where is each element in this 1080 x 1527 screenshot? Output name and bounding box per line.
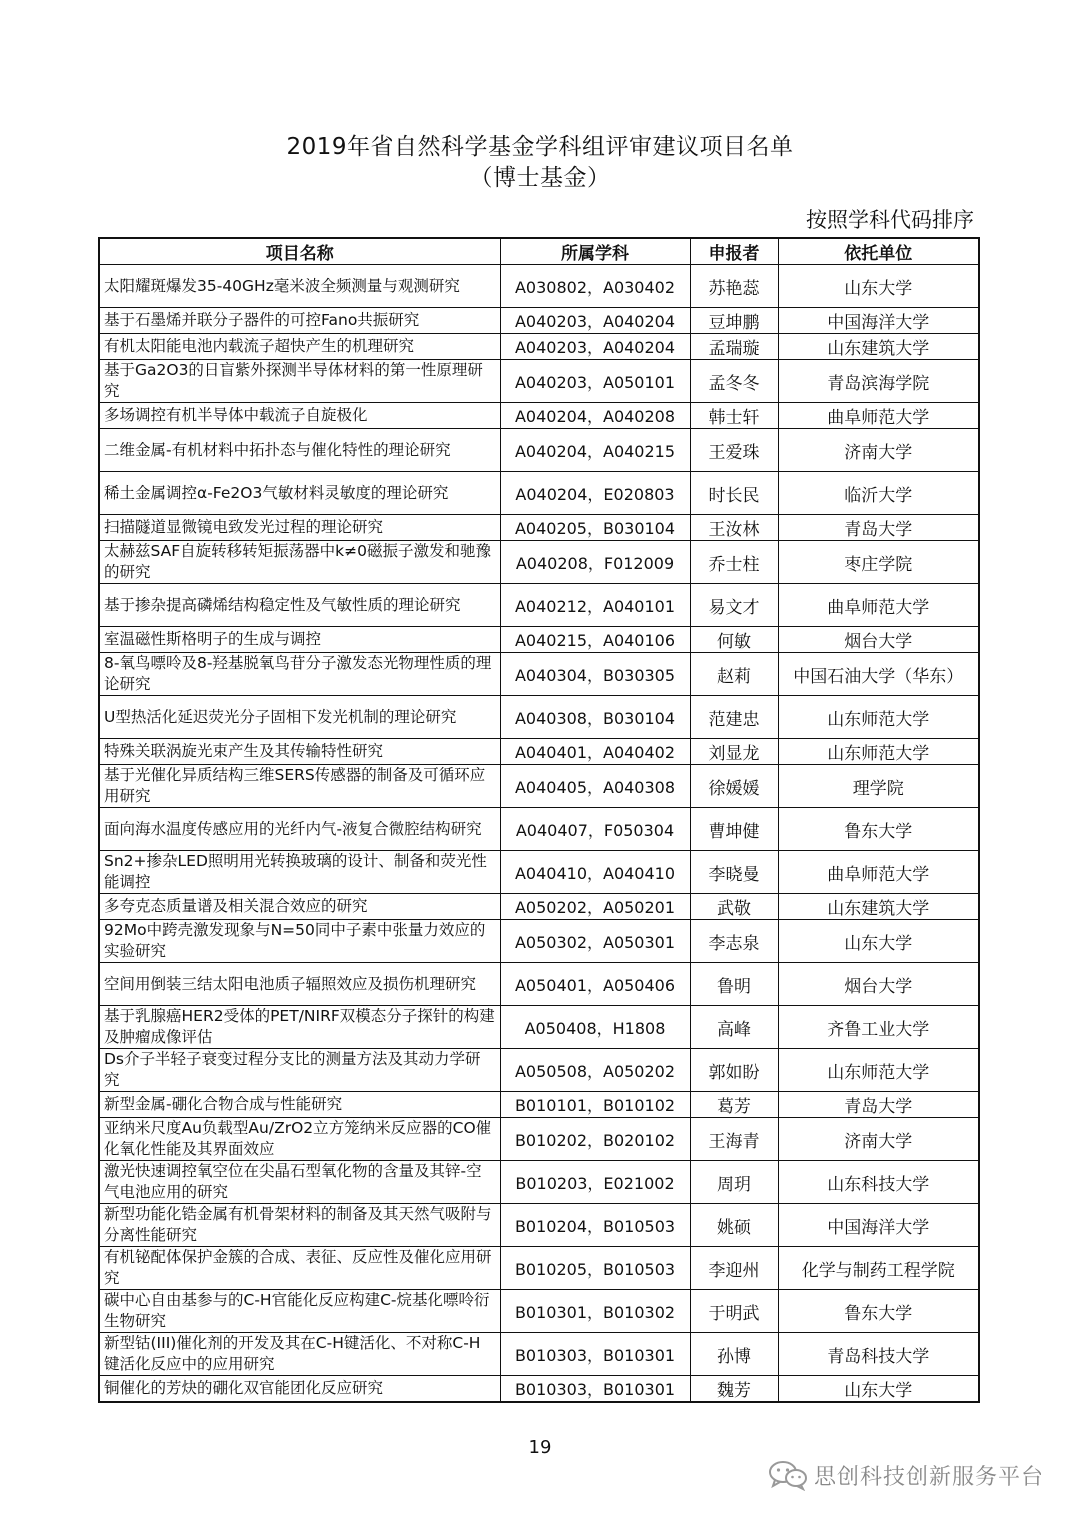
project-name-cell: 有机铋配体保护金簇的合成、表征、反应性及催化应用研究 xyxy=(99,1247,500,1290)
discipline-code-cell: A040407，F050304 xyxy=(500,808,690,851)
applicant-cell: 李志泉 xyxy=(690,920,778,963)
institution-cell: 鲁东大学 xyxy=(778,1290,979,1333)
project-name-cell: 多场调控有机半导体中载流子自旋极化 xyxy=(99,403,500,429)
project-name-cell: 基于石墨烯并联分子器件的可控Fano共振研究 xyxy=(99,308,500,334)
applicant-cell: 曹坤健 xyxy=(690,808,778,851)
institution-cell: 山东大学 xyxy=(778,920,979,963)
applicant-cell: 徐媛媛 xyxy=(690,765,778,808)
table-row xyxy=(99,696,979,739)
table-row xyxy=(99,360,979,403)
table-row xyxy=(99,1161,979,1204)
discipline-code-cell: A040204，A040208 xyxy=(500,403,690,429)
institution-cell: 曲阜师范大学 xyxy=(778,851,979,894)
table-row xyxy=(99,765,979,808)
project-name-cell: 扫描隧道显微镜电致发光过程的理论研究 xyxy=(99,515,500,541)
project-name-cell: 亚纳米尺度Au负载型Au/ZrO2立方笼纳米反应器的CO催化氧化性能及其界面效应 xyxy=(99,1118,500,1161)
project-name-cell: 铜催化的芳炔的硼化双官能团化反应研究 xyxy=(99,1376,500,1403)
table-row xyxy=(99,541,979,584)
discipline-code-cell: A040203，A050101 xyxy=(500,360,690,403)
applicant-cell: 郭如盼 xyxy=(690,1049,778,1092)
discipline-code-cell: A050408，H1808 xyxy=(500,1006,690,1049)
page-title: 2019年省自然科学基金学科组评审建议项目名单 xyxy=(286,134,794,160)
discipline-code-cell: A050302，A050301 xyxy=(500,920,690,963)
project-name-cell: 室温磁性斯格明子的生成与调控 xyxy=(99,627,500,653)
discipline-code-cell: A030802，A030402 xyxy=(500,265,690,308)
table-row xyxy=(99,515,979,541)
table-row xyxy=(99,653,979,696)
column-header-discipline: 所属学科 xyxy=(500,238,690,265)
project-name-cell: 8-氧鸟嘌呤及8-羟基脱氧鸟苷分子激发态光物理性质的理论研究 xyxy=(99,653,500,696)
discipline-code-cell: A040205，B030104 xyxy=(500,515,690,541)
applicant-cell: 何敏 xyxy=(690,627,778,653)
project-name-cell: 基于掺杂提高磷烯结构稳定性及气敏性质的理论研究 xyxy=(99,584,500,627)
table-row xyxy=(99,429,979,472)
discipline-code-cell: A040401，A040402 xyxy=(500,739,690,765)
table-header-row xyxy=(99,238,979,265)
institution-cell: 烟台大学 xyxy=(778,963,979,1006)
institution-cell: 齐鲁工业大学 xyxy=(778,1006,979,1049)
table-row xyxy=(99,851,979,894)
table-row xyxy=(99,1376,979,1403)
project-table xyxy=(98,237,980,1403)
table-row xyxy=(99,627,979,653)
project-name-cell: 碳中心自由基参与的C-H官能化反应构建C-烷基化嘌呤衍生物研究 xyxy=(99,1290,500,1333)
project-name-cell: 92Mo中跨壳激发现象与N=50同中子素中张量力效应的实验研究 xyxy=(99,920,500,963)
table-row xyxy=(99,963,979,1006)
institution-cell: 济南大学 xyxy=(778,1118,979,1161)
institution-cell: 曲阜师范大学 xyxy=(778,584,979,627)
table-row xyxy=(99,920,979,963)
institution-cell: 烟台大学 xyxy=(778,627,979,653)
applicant-cell: 周玥 xyxy=(690,1161,778,1204)
table-row xyxy=(99,1247,979,1290)
applicant-cell: 孟冬冬 xyxy=(690,360,778,403)
discipline-code-cell: A050508，A050202 xyxy=(500,1049,690,1092)
applicant-cell: 姚硕 xyxy=(690,1204,778,1247)
table-row xyxy=(99,334,979,360)
project-name-cell: 基于乳腺癌HER2受体的PET/NIRF双模态分子探针的构建及肿瘤成像评估 xyxy=(99,1006,500,1049)
project-name-cell: 有机太阳能电池内载流子超快产生的机理研究 xyxy=(99,334,500,360)
applicant-cell: 李迎州 xyxy=(690,1247,778,1290)
institution-cell: 山东大学 xyxy=(778,265,979,308)
table-row xyxy=(99,1204,979,1247)
institution-cell: 理学院 xyxy=(778,765,979,808)
discipline-code-cell: B010203，E021002 xyxy=(500,1161,690,1204)
project-name-cell: 基于光催化异质结构三维SERS传感器的制备及可循环应用研究 xyxy=(99,765,500,808)
table-row xyxy=(99,308,979,334)
institution-cell: 曲阜师范大学 xyxy=(778,403,979,429)
institution-cell: 化学与制药工程学院 xyxy=(778,1247,979,1290)
discipline-code-cell: B010303，B010301 xyxy=(500,1333,690,1376)
applicant-cell: 王海青 xyxy=(690,1118,778,1161)
project-name-cell: Ds介子半轻子衰变过程分支比的测量方法及其动力学研究 xyxy=(99,1049,500,1092)
project-name-cell: 新型金属-硼化合物合成与性能研究 xyxy=(99,1092,500,1118)
discipline-code-cell: A040212，A040101 xyxy=(500,584,690,627)
discipline-code-cell: B010101，B010102 xyxy=(500,1092,690,1118)
column-header-project-name: 项目名称 xyxy=(99,238,500,265)
table-row xyxy=(99,808,979,851)
table-row xyxy=(99,403,979,429)
applicant-cell: 高峰 xyxy=(690,1006,778,1049)
applicant-cell: 乔士柱 xyxy=(690,541,778,584)
table-row xyxy=(99,472,979,515)
institution-cell: 青岛滨海学院 xyxy=(778,360,979,403)
institution-cell: 山东师范大学 xyxy=(778,696,979,739)
table-row xyxy=(99,265,979,308)
column-header-institution: 依托单位 xyxy=(778,238,979,265)
project-name-cell: 特殊关联涡旋光束产生及其传输特性研究 xyxy=(99,739,500,765)
institution-cell: 山东师范大学 xyxy=(778,739,979,765)
institution-cell: 临沂大学 xyxy=(778,472,979,515)
institution-cell: 济南大学 xyxy=(778,429,979,472)
applicant-cell: 豆坤鹏 xyxy=(690,308,778,334)
applicant-cell: 孟瑞璇 xyxy=(690,334,778,360)
applicant-cell: 鲁明 xyxy=(690,963,778,1006)
applicant-cell: 于明武 xyxy=(690,1290,778,1333)
project-name-cell: Sn2+掺杂LED照明用光转换玻璃的设计、制备和荧光性能调控 xyxy=(99,851,500,894)
discipline-code-cell: B010202，B020102 xyxy=(500,1118,690,1161)
applicant-cell: 王汝林 xyxy=(690,515,778,541)
institution-cell: 鲁东大学 xyxy=(778,808,979,851)
discipline-code-cell: A040215，A040106 xyxy=(500,627,690,653)
discipline-code-cell: A040304，B030305 xyxy=(500,653,690,696)
table-row xyxy=(99,739,979,765)
institution-cell: 青岛大学 xyxy=(778,1092,979,1118)
table-row xyxy=(99,1092,979,1118)
institution-cell: 中国石油大学（华东） xyxy=(778,653,979,696)
applicant-cell: 李晓曼 xyxy=(690,851,778,894)
discipline-code-cell: A040410，A040410 xyxy=(500,851,690,894)
applicant-cell: 范建忠 xyxy=(690,696,778,739)
institution-cell: 山东建筑大学 xyxy=(778,894,979,920)
project-name-cell: 太赫兹SAF自旋转移转矩振荡器中k≠0磁振子激发和驰豫的研究 xyxy=(99,541,500,584)
applicant-cell: 易文才 xyxy=(690,584,778,627)
wechat-icon xyxy=(768,1459,808,1491)
table-row xyxy=(99,1118,979,1161)
applicant-cell: 韩士轩 xyxy=(690,403,778,429)
institution-cell: 中国海洋大学 xyxy=(778,308,979,334)
institution-cell: 山东科技大学 xyxy=(778,1161,979,1204)
table-row xyxy=(99,1290,979,1333)
discipline-code-cell: A040308，B030104 xyxy=(500,696,690,739)
table-row xyxy=(99,1006,979,1049)
table-row xyxy=(99,1049,979,1092)
institution-cell: 中国海洋大学 xyxy=(778,1204,979,1247)
watermark-text: 思创科技创新服务平台 xyxy=(813,1464,1044,1490)
discipline-code-cell: B010301，B010302 xyxy=(500,1290,690,1333)
institution-cell: 青岛科技大学 xyxy=(778,1333,979,1376)
institution-cell: 山东师范大学 xyxy=(778,1049,979,1092)
project-name-cell: 新型钴(III)催化剂的开发及其在C-H键活化、不对称C-H键活化反应中的应用研究 xyxy=(99,1333,500,1376)
project-name-cell: 太阳耀斑爆发35-40GHz毫米波全频测量与观测研究 xyxy=(99,265,500,308)
discipline-code-cell: B010204，B010503 xyxy=(500,1204,690,1247)
discipline-code-cell: B010303，B010301 xyxy=(500,1376,690,1403)
applicant-cell: 赵莉 xyxy=(690,653,778,696)
discipline-code-cell: A050202，A050201 xyxy=(500,894,690,920)
applicant-cell: 时长民 xyxy=(690,472,778,515)
institution-cell: 山东建筑大学 xyxy=(778,334,979,360)
project-name-cell: 新型功能化锆金属有机骨架材料的制备及其天然气吸附与分离性能研究 xyxy=(99,1204,500,1247)
applicant-cell: 王爱珠 xyxy=(690,429,778,472)
discipline-code-cell: A040208，F012009 xyxy=(500,541,690,584)
applicant-cell: 魏芳 xyxy=(690,1376,778,1403)
institution-cell: 山东大学 xyxy=(778,1376,979,1403)
project-name-cell: 空间用倒装三结太阳电池质子辐照效应及损伤机理研究 xyxy=(99,963,500,1006)
sort-note: 按照学科代码排序 xyxy=(806,208,974,232)
applicant-cell: 武敬 xyxy=(690,894,778,920)
discipline-code-cell: A040203，A040204 xyxy=(500,308,690,334)
discipline-code-cell: A040204，E020803 xyxy=(500,472,690,515)
discipline-code-cell: A040204，A040215 xyxy=(500,429,690,472)
project-name-cell: 多夸克态质量谱及相关混合效应的研究 xyxy=(99,894,500,920)
institution-cell: 枣庄学院 xyxy=(778,541,979,584)
applicant-cell: 孙博 xyxy=(690,1333,778,1376)
project-name-cell: U型热活化延迟荧光分子固相下发光机制的理论研究 xyxy=(99,696,500,739)
project-name-cell: 稀土金属调控α-Fe2O3气敏材料灵敏度的理论研究 xyxy=(99,472,500,515)
table-row xyxy=(99,1333,979,1376)
project-name-cell: 激光快速调控氧空位在尖晶石型氧化物的含量及其锌-空气电池应用的研究 xyxy=(99,1161,500,1204)
discipline-code-cell: B010205，B010503 xyxy=(500,1247,690,1290)
applicant-cell: 葛芳 xyxy=(690,1092,778,1118)
discipline-code-cell: A040203，A040204 xyxy=(500,334,690,360)
watermark xyxy=(768,1459,1044,1491)
applicant-cell: 刘显龙 xyxy=(690,739,778,765)
table-row xyxy=(99,894,979,920)
project-name-cell: 二维金属-有机材料中拓扑态与催化特性的理论研究 xyxy=(99,429,500,472)
column-header-applicant: 申报者 xyxy=(690,238,778,265)
page-number: 19 xyxy=(528,1437,552,1458)
discipline-code-cell: A050401，A050406 xyxy=(500,963,690,1006)
project-name-cell: 面向海水温度传感应用的光纤内气-液复合微腔结构研究 xyxy=(99,808,500,851)
project-name-cell: 基于Ga2O3的日盲紫外探测半导体材料的第一性原理研究 xyxy=(99,360,500,403)
discipline-code-cell: A040405，A040308 xyxy=(500,765,690,808)
page-subtitle: （博士基金） xyxy=(469,165,611,191)
institution-cell: 青岛大学 xyxy=(778,515,979,541)
applicant-cell: 苏艳蕊 xyxy=(690,265,778,308)
table-row xyxy=(99,584,979,627)
